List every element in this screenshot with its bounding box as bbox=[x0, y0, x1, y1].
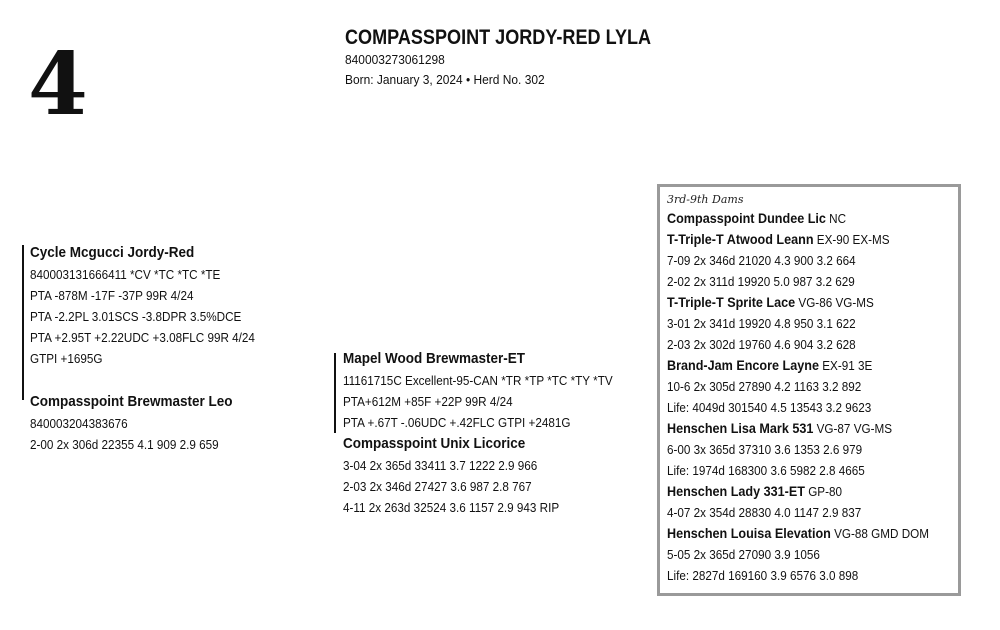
dam-entry-bold: T-Triple-T Atwood Leann bbox=[667, 231, 814, 247]
born-line: Born: January 3, 2024 • Herd No. 302 bbox=[345, 72, 545, 87]
dam-entry-bold: Henschen Lady 331-ET bbox=[667, 483, 805, 499]
dam-entry-bold: Henschen Lisa Mark 531 bbox=[667, 420, 814, 436]
animal-header bbox=[345, 26, 701, 90]
dam-entry-name: Henschen Lisa Mark 531 VG-87 VG-MS bbox=[667, 420, 893, 436]
mgs-line: PTA+612M +85F +22P 99R 4/24 bbox=[343, 394, 513, 409]
mgs-bracket bbox=[334, 353, 336, 433]
dam-line: 2-00 2x 306d 22355 4.1 909 2.9 659 bbox=[30, 437, 219, 452]
dams-box bbox=[657, 184, 961, 596]
dam-entry-bold: T-Triple-T Sprite Lace bbox=[667, 294, 796, 310]
dam-record: 3-01 2x 341d 19920 4.8 950 3.1 622 bbox=[667, 316, 856, 331]
mgs-line: 11161715C Excellent-95-CAN *TR *TP *TC *TY *TV bbox=[343, 373, 613, 388]
granddam-line: 3-04 2x 365d 33411 3.7 1222 2.9 966 bbox=[343, 458, 538, 473]
dam-entry-bold: Compasspoint Dundee Lic bbox=[667, 210, 826, 226]
sire-line: PTA -2.2PL 3.01SCS -3.8DPR 3.5%DCE bbox=[30, 309, 242, 324]
animal-name: COMPASSPOINT JORDY-RED LYLA bbox=[345, 26, 652, 49]
dam-record: 5-05 2x 365d 27090 3.9 1056 bbox=[667, 547, 820, 562]
animal-id: 840003273061298 bbox=[345, 52, 445, 67]
dam-entry-name: T-Triple-T Atwood Leann EX-90 EX-MS bbox=[667, 231, 890, 247]
dam-record: 10-6 2x 305d 27890 4.2 1163 3.2 892 bbox=[667, 379, 862, 394]
dam-record: 2-03 2x 302d 19760 4.6 904 3.2 628 bbox=[667, 337, 856, 352]
dam-entry-name: Compasspoint Dundee Lic NC bbox=[667, 210, 847, 226]
dam-block bbox=[30, 391, 255, 455]
mgs-line: PTA +.67T -.06UDC +.42FLC GTPI +2481G bbox=[343, 415, 571, 430]
sire-name: Cycle Mcgucci Jordy-Red bbox=[30, 244, 195, 261]
sire-line: PTA -878M -17F -37P 99R 4/24 bbox=[30, 288, 194, 303]
dam-entry-name: Brand-Jam Encore Layne EX-91 3E bbox=[667, 357, 873, 373]
dam-entry-name: Henschen Lady 331-ET GP-80 bbox=[667, 483, 843, 499]
sire-line: GTPI +1695G bbox=[30, 351, 103, 366]
sire-block bbox=[30, 242, 280, 369]
dam-record: 6-00 3x 365d 37310 3.6 1353 2.6 979 bbox=[667, 442, 863, 457]
dam-record: Life: 2827d 169160 3.9 6576 3.0 898 bbox=[667, 568, 859, 583]
dam-entry-bold: Henschen Louisa Elevation bbox=[667, 525, 831, 541]
mgs-block bbox=[343, 348, 643, 518]
lot-number: 4 bbox=[28, 34, 86, 135]
sire-line: 840003131666411 *CV *TC *TC *TE bbox=[30, 267, 221, 282]
dam-name: Compasspoint Brewmaster Leo bbox=[30, 393, 233, 410]
dam-line: 840003204383676 bbox=[30, 416, 128, 431]
sire-bracket bbox=[22, 245, 24, 400]
dams-box-title: 3rd-9th Dams bbox=[667, 193, 744, 206]
dam-record: 2-02 2x 311d 19920 5.0 987 3.2 629 bbox=[667, 274, 855, 289]
dam-entry-name: T-Triple-T Sprite Lace VG-86 VG-MS bbox=[667, 294, 874, 310]
granddam-name: Compasspoint Unix Licorice bbox=[343, 435, 526, 452]
granddam-line: 2-03 2x 346d 27427 3.6 987 2.8 767 bbox=[343, 479, 532, 494]
dam-entry-name: Henschen Louisa Elevation VG-88 GMD DOM bbox=[667, 525, 930, 541]
dam-entry-bold: Brand-Jam Encore Layne bbox=[667, 357, 819, 373]
dam-record: Life: 4049d 301540 4.5 13543 3.2 9623 bbox=[667, 400, 872, 415]
granddam-line: 4-11 2x 263d 32524 3.6 1157 2.9 943 RIP bbox=[343, 500, 560, 515]
dam-record: Life: 1974d 168300 3.6 5982 2.8 4665 bbox=[667, 463, 865, 478]
sire-line: PTA +2.95T +2.22UDC +3.08FLC 99R 4/24 bbox=[30, 330, 255, 345]
mgs-name: Mapel Wood Brewmaster-ET bbox=[343, 350, 526, 367]
dam-record: 7-09 2x 346d 21020 4.3 900 3.2 664 bbox=[667, 253, 856, 268]
dam-record: 4-07 2x 354d 28830 4.0 1147 2.9 837 bbox=[667, 505, 862, 520]
